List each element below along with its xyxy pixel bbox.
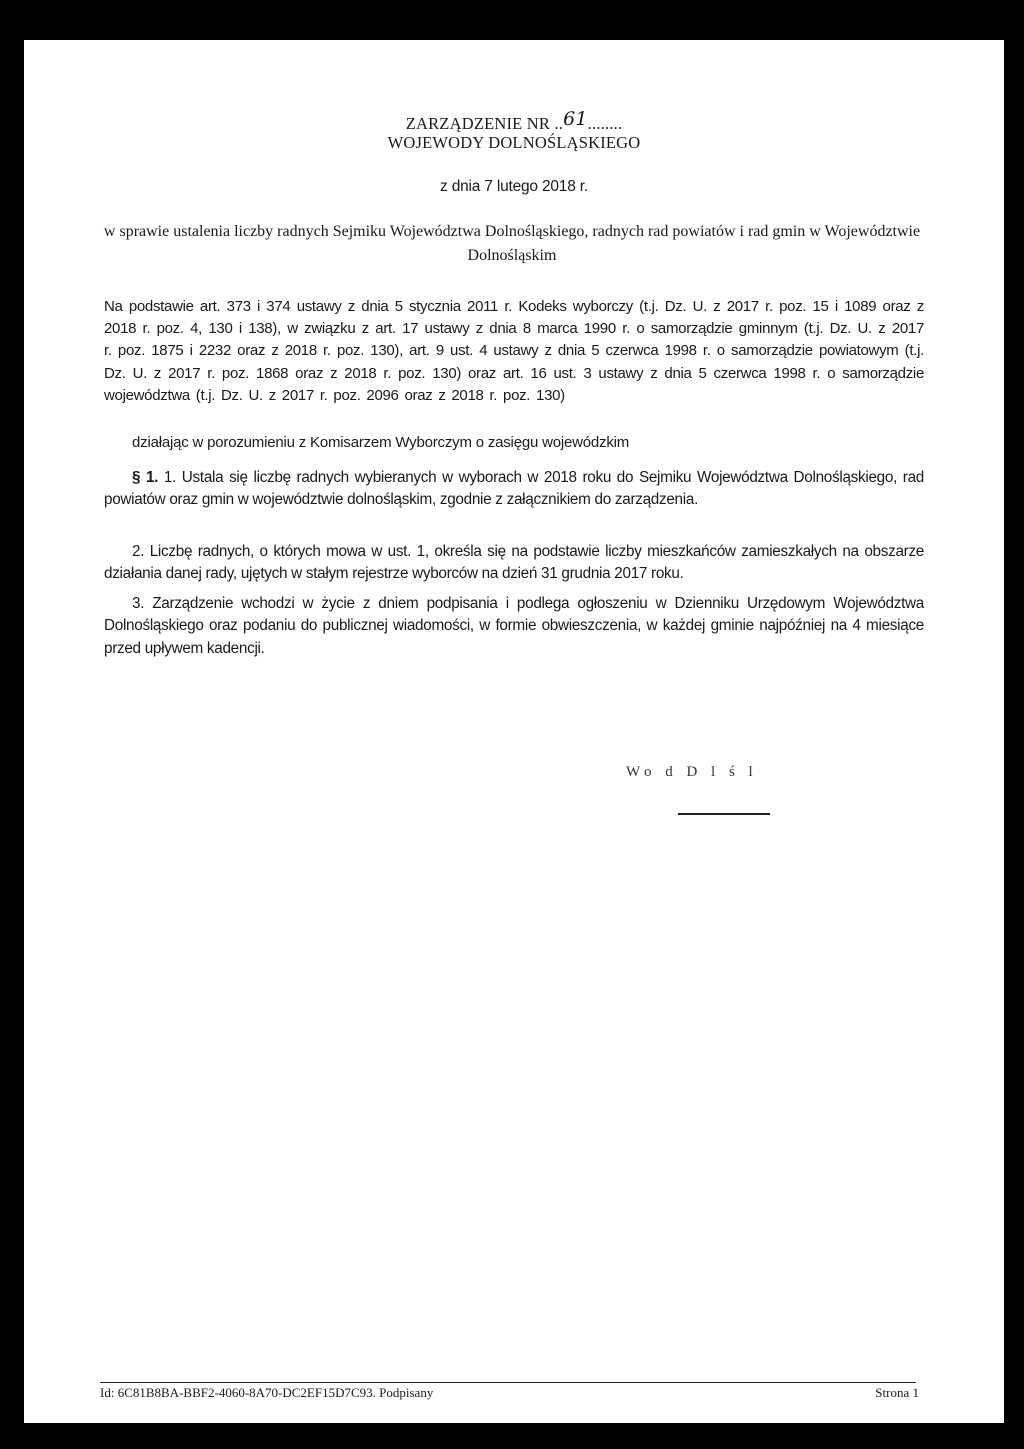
footer-rule: [100, 1382, 916, 1383]
section-1-point-1: [104, 467, 924, 512]
scan-edge-left: [0, 0, 24, 1449]
section-mark: § 1.: [132, 469, 159, 486]
section-1-point-2: 2. Liczbę radnych, o których mowa w ust. 1, określa się na podstawie liczby mieszkańców zamieszkałych na obszarze działania danej rady, ujętych w stałym rejestrze wyborców na dzień 31 grudnia 2017 roku.: [104, 543, 924, 583]
section-1-point-3: 3. Zarządzenie wchodzi w życie z dniem podpisania i podlega ogłoszeniu w Dzienniku Urzędowym Województwa Dolnośląskiego oraz podaniu do publicznej wiadomości, w formie obwieszczenia, w każdej gminie najpóźniej na 4 miesiące przed upływem kadencji.: [104, 595, 924, 657]
title-suffix: ........: [587, 114, 623, 133]
document-subject: w sprawie ustalenia liczby radnych Sejmiku Województwa Dolnośląskiego, radnych rad powiatów i rad gmin w Województwie Dolnośląskim: [103, 223, 921, 264]
acting-clause: działając w porozumieniu z Komisarzem Wyborczym o zasięgu wojewódzkim: [132, 434, 630, 451]
document-date: z dnia 7 lutego 2018 r.: [440, 178, 588, 195]
title-prefix: ZARZĄDZENIE NR ..: [405, 114, 564, 133]
handwritten-number: 61: [563, 108, 588, 130]
signature-block-fragment: Wo d D l ś l: [626, 764, 758, 780]
scan-edge-top: [0, 0, 1024, 40]
scan-edge-right: [1004, 0, 1024, 1449]
issuing-organization: WOJEWODY DOLNOŚLĄSKIEGO: [387, 133, 641, 152]
document-title: [24, 108, 1004, 134]
signature-line: [678, 813, 770, 815]
page-number: Strona 1: [875, 1385, 919, 1400]
document-id: Id: 6C81B8BA-BBF2-4060-8A70-DC2EF15D7C93. Podpisany: [100, 1385, 434, 1400]
scan-edge-bottom: [0, 1423, 1024, 1449]
legal-basis-preamble: Na podstawie art. 373 i 374 ustawy z dnia 5 stycznia 2011 r. Kodeks wyborczy (t.j. Dz. U. z 2017 r. poz. 15 i 1089 oraz z 2018 r. poz. 4, 130 i 138), w związku z art. 17 ustawy z dnia 8 marca 1990 r. o samorządzie gminnym (t.j. Dz. U. z 2017 r. poz. 1875 i 2232 oraz z 2018 r. poz. 130), art. 9 ust. 4 ustawy z dnia 5 czerwca 1998 r. o samorządzie powiatowym (t.j. Dz. U. z 2017 r. poz. 1868 oraz z 2018 r. poz. 130) oraz art. 16 ust. 3 ustawy z dnia 5 czerwca 1998 r. o samorządzie województwa (t.j. Dz. U. z 2017 r. poz. 2096 oraz z 2018 r. poz. 130): [104, 298, 924, 404]
point-1-text: 1. Ustala się liczbę radnych wybieranych w wyborach w 2018 roku do Sejmiku Województwa Dolnośląskiego, rad powiatów oraz gmin w województwie dolnośląskim, zgodnie z załącznikiem do zarządzenia.: [104, 469, 924, 509]
